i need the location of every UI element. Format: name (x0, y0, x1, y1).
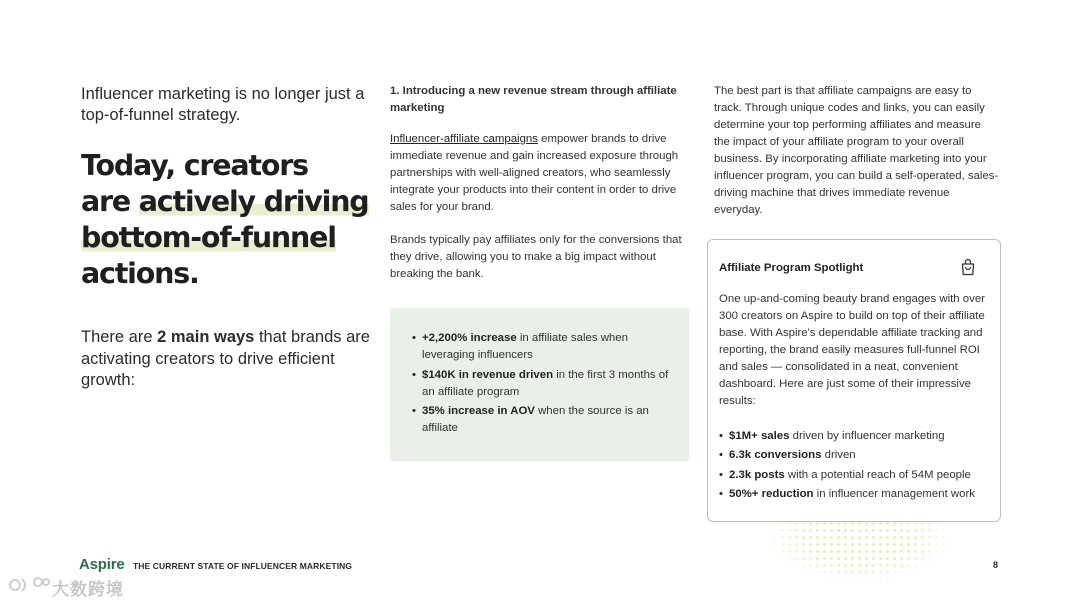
stat-bold: +2,200% increase (422, 332, 517, 344)
result-item (719, 467, 994, 484)
result-bold: 2.3k posts (729, 468, 785, 481)
headline-line-1: Today, creators (81, 149, 308, 182)
result-item (719, 486, 994, 503)
affiliate-paragraph-2: Brands typically pay affiliates only for the conversions that they drive, allowing you to make a big impact without breaking the bank. (390, 234, 682, 280)
ways-pre: There are (81, 328, 158, 346)
para1-rest: empower brands to drive immediate revenue and gain increased exposure through partnerships with well-aligned creators, who seamlessly integrate your products into their content in order to drive sales for your brand. (390, 133, 679, 213)
result-rest: in influencer management work (813, 487, 975, 500)
headline-highlight-1: actively driving (138, 185, 369, 218)
spotlight-title: Affiliate Program Spotlight (719, 262, 864, 274)
stat-bold: $140K in revenue driven (422, 368, 554, 381)
affiliate-paragraph-1 (390, 131, 686, 216)
result-rest: driven (821, 449, 856, 462)
stat-item (412, 367, 672, 401)
intro-text: Influencer marketing is no longer just a top-of-funnel strategy. (81, 85, 365, 124)
stat-bold: 35% increase in AOV (422, 405, 535, 417)
two-ways-text (81, 327, 371, 392)
result-bold: 50%+ reduction (729, 487, 814, 500)
stats-list (412, 330, 672, 440)
result-item (719, 428, 994, 445)
tracking-paragraph: The best part is that affiliate campaigns are easy to track. Through unique codes and links, you can easily determine your top performing affiliates and measure the impact of your affiliate program to your overall business. By incorporating affiliate marketing into your influencer program, you can build a self-operated, sales-driving machine that drives immediate revenue everyday. (714, 85, 999, 216)
headline (81, 148, 381, 292)
headline-line-3 (81, 220, 381, 256)
aspire-logo: Aspire (79, 556, 125, 573)
stat-rest: in affiliate sales when leveraging influencers (422, 332, 628, 361)
headline-line-4: actions. (81, 257, 199, 290)
shopping-bag-icon (960, 258, 976, 276)
stat-item (412, 403, 672, 437)
ways-bold: 2 main ways (157, 328, 255, 346)
section-title: 1. Introducing a new revenue stream through affiliate marketing (390, 85, 677, 114)
page-number: 8 (993, 560, 999, 570)
headline-highlight-2: bottom-of-funnel (81, 221, 336, 254)
stats-box (390, 308, 689, 461)
headline-line-2 (81, 184, 381, 220)
headline-line-2-pre: are (81, 185, 139, 218)
dotted-decoration (772, 520, 947, 582)
spotlight-body: One up-and-coming beauty brand engages with over 300 creators on Aspire to build on top of their affiliate base. With Aspire's dependable affiliate tracking and reporting, the brand easily measures full-funnel ROI and sales — consolidated in a neat, convenient dashboard. Here are just some of their impressive results: (719, 293, 985, 407)
stat-rest: in the first 3 months of an affiliate program (422, 368, 669, 398)
watermark-text: 大数跨境 (52, 580, 124, 599)
spotlight-results (719, 428, 994, 505)
stat-item (412, 330, 672, 364)
result-rest: driven by influencer marketing (789, 430, 945, 442)
spotlight-card (707, 239, 1001, 522)
ways-post: that brands are activating creators to drive efficient growth: (81, 328, 370, 389)
stat-rest: when the source is an affiliate (422, 405, 649, 434)
result-item (719, 447, 994, 464)
watermark-logo-icon (8, 575, 50, 595)
result-rest: with a potential reach of 54M people (784, 468, 971, 481)
footer-title: THE CURRENT STATE OF INFLUENCER MARKETING (133, 561, 353, 571)
result-bold: $1M+ sales (729, 430, 790, 442)
result-bold: 6.3k conversions (729, 449, 822, 462)
influencer-affiliate-link[interactable]: Influencer-affiliate campaigns (390, 133, 538, 145)
